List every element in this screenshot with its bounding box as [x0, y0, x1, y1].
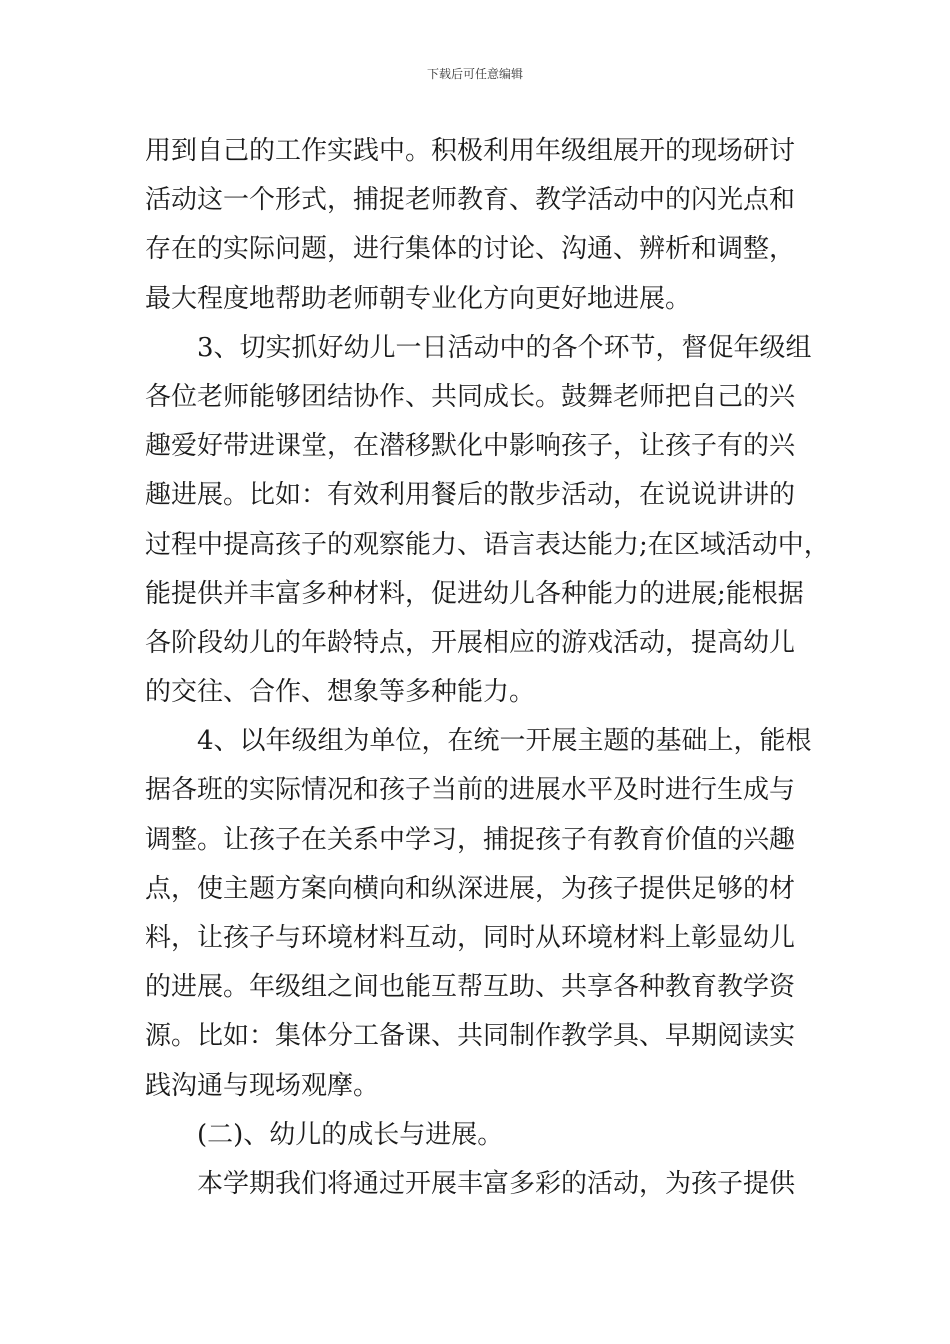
paragraph-3-start: 3、切实抓好幼儿一日活动中的各个环节，督促年级组: [197, 332, 812, 363]
text-line: 活动这一个形式，捕捉老师教育、教学活动中的闪光点和: [145, 185, 796, 216]
text-line: 用到自己的工作实践中。积极利用年级组展开的现场研讨: [145, 136, 796, 166]
page-header: 下载后可任意编辑: [426, 67, 523, 81]
text-line: 料，让孩子与环境材料互动，同时从环境材料上彰显幼儿: [145, 923, 796, 953]
text-line: 最大程度地帮助老师朝专业化方向更好地进展。: [145, 283, 692, 314]
text-line: 践沟通与现场观摩。: [145, 1070, 380, 1101]
text-line: 的交往、合作、想象等多种能力。: [145, 677, 536, 708]
document-body: [145, 127, 830, 1209]
text-line: 各位老师能够团结协作、共同成长。鼓舞老师把自己的兴: [145, 381, 796, 412]
text-line: 源。比如：集体分工备课、共同制作教学具、早期阅读实: [145, 1021, 796, 1052]
text-line: 调整。让孩子在关系中学习，捕捉孩子有教育价值的兴趣: [145, 824, 796, 855]
text-line: 各阶段幼儿的年龄特点，开展相应的游戏活动，提高幼儿: [145, 627, 796, 658]
paragraph-start: 本学期我们将通过开展丰富多彩的活动，为孩子提供: [197, 1168, 796, 1199]
text-line: 据各班的实际情况和孩子当前的进展水平及时进行生成与: [145, 775, 796, 806]
text-line: 能提供并丰富多种材料，促进幼儿各种能力的进展;能根据: [145, 578, 804, 609]
text-line: 的进展。年级组之间也能互帮互助、共享各种教育教学资: [145, 972, 796, 1003]
text-line: 点，使主题方案向横向和纵深进展，为孩子提供足够的材: [145, 873, 796, 904]
text-line: 趣爱好带进课堂，在潜移默化中影响孩子，让孩子有的兴: [145, 431, 796, 462]
paragraph-4-start: 4、以年级组为单位，在统一开展主题的基础上，能根: [197, 726, 812, 757]
section-heading: (二)、幼儿的成长与进展。: [197, 1119, 504, 1150]
text-line: 趣进展。比如：有效利用餐后的散步活动，在说说讲讲的: [145, 480, 796, 511]
text-line: 存在的实际问题，进行集体的讨论、沟通、辨析和调整，: [145, 234, 796, 265]
text-line: 过程中提高孩子的观察能力、语言表达能力;在区域活动中，: [145, 529, 830, 560]
